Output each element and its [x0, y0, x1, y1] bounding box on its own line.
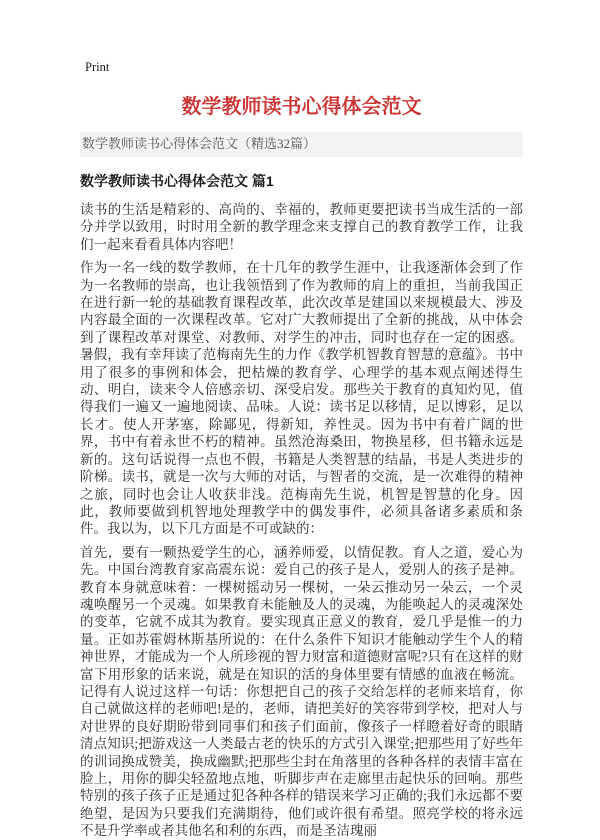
paragraph-first-point: 首先，要有一颗热爱学生的心，涵养师爱，以情促教。育人之道，爱心为先。中国台湾教育家高震东说：爱自己的孩子是人，爱别人的孩子是神。教育本身就意味着：一棵树摇动另一棵树，一朵云推动另一朵云，一个灵魂唤醒另一个灵魂。如果教育未能触及人的灵魂，为能唤起人的灵魂深处的变革，它就不成其为教育。要实现真正意义的教育，爱几乎是惟一的力量。正如苏霍姆林斯基所说的：在什么条件下知识才能触动学生个人的精神世界，才能成为一个人所珍视的智力财富和道德财富呢?只有在这样的财富下用形象的话来说，就是在知识的活的身体里要有情感的血液在畅流。记得有人说过这样一句话：你想把自己的孩子交给怎样的老师来培育，你自己就做这样的老师吧!是的，老师，请把美好的笑容带到学校，把对人与对世界的良好期盼带到同事们和孩子们面前，像孩子一样瞪着好奇的眼睛清点知识;把游戏这一人类最古老的快乐的方式引入课堂;把那些用了好些年的训词换成赞美，换成幽默;把那些尘封在角落里的各种各样的表情丰富在脸上，用你的脚尖轻盈地点地，听脚步声在走廊里击起快乐的回响。那些特别的孩子孩子正是通过犯各种各样的错误来学习正确的;我们永远都不要绝望，是因为只要我们充满期待，他们或许很有希望。照亮学校的将永远不是升学率或者其他名和利的东西，而是圣洁瑰丽: [80, 544, 523, 839]
print-link[interactable]: Print: [85, 60, 110, 74]
page-title: 数学教师读书心得体会范文: [181, 96, 422, 118]
section-heading: 数学教师读书心得体会范文 篇1: [80, 173, 274, 189]
paragraph-main: 作为一名一线的数学教师，在十几年的教学生涯中，让我逐渐体会到了作为一名教师的崇高，也让我领悟到了作为教师的肩上的重担，当前我国正在进行新一轮的基础教育课程改革，此次改革是建国以来规模最大、涉及内容最全面的一次课程改革。它对广大教师提出了全新的挑战，从中体会到了课程改革对课堂、对教师、对学生的冲击，同时也存在一定的困惑。暑假，我有幸拜读了范梅南先生的力作《教学机智教育智慧的意蕴》。书中用了很多的事例和体会，把枯燥的教育学、心理学的基本观点阐述得生动、明白，读来令人倍感亲切、深受启发。那些关于教育的真知灼见，值得我们一遍又一遍地阅读、品味。人说：读书足以移情，足以博彩，足以长才。使人开茅塞，除鄙见，得新知，养性灵。因为书中有着广阔的世界，书中有着永世不朽的精神。虽然沧海桑田，物换星移，但书籍永远是新的。这句话说得一点也不假，书籍是人类智慧的结晶，书是人类进步的阶梯。读书，就是一次与大师的对话，与智者的交流，是一次难得的精神之旅，同时也会让人收获非浅。范梅南先生说，机智是智慧的化身。因此，教师要做到机智地处理教学中的偶发事件，必须具备诸多素质和条件。我以为，以下几方面是不可或缺的：: [80, 260, 523, 537]
subtitle-bar: 数学教师读书心得体会范文（精选32篇）: [80, 132, 523, 157]
paragraph-intro: 读书的生活是精彩的、高尚的、幸福的，教师更要把读书当成生活的一部分并学以致用，时时用全新的教学理念来支撑自己的教育教学工作，让我们一起来看看具体内容吧！: [80, 202, 523, 252]
article-body: [80, 201, 523, 840]
